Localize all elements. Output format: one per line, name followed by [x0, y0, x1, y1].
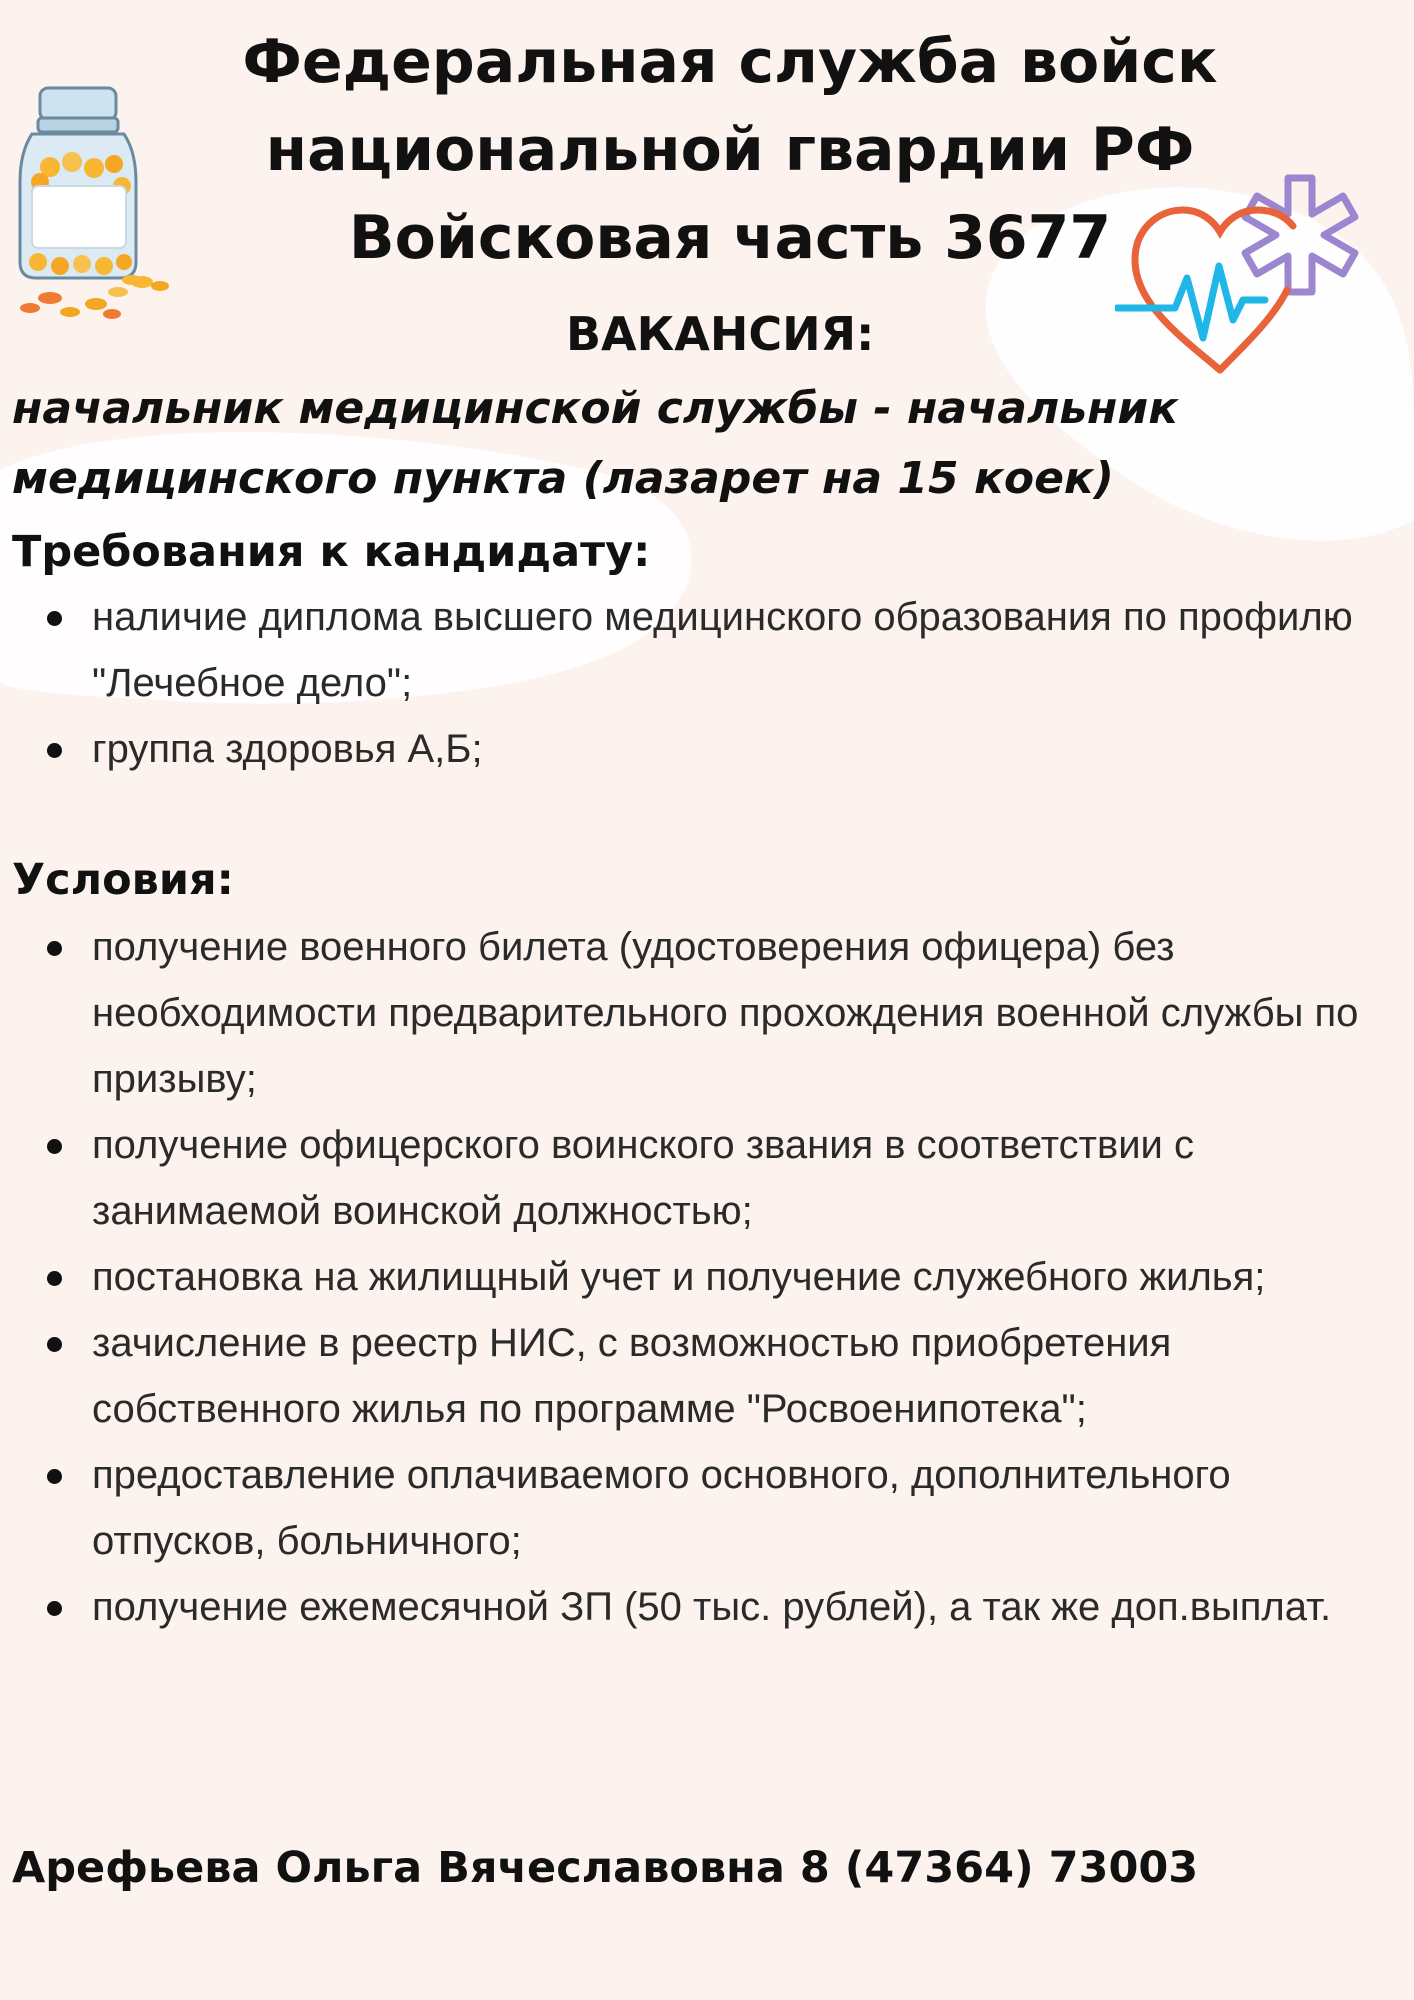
condition-text-2: получение офицерского воинского звания в соответствии с занимаемой воинской должностью; — [92, 1123, 1195, 1233]
bullet-dot — [47, 611, 62, 626]
conditions-list — [0, 914, 1414, 1640]
bullet-dot — [47, 1469, 62, 1484]
requirements-heading: Требования к кандидату: — [12, 527, 651, 577]
list-item — [0, 1244, 1414, 1310]
contact-info: Арефьева Ольга Вячеславовна 8 (47364) 73003 — [12, 1843, 1199, 1893]
requirements-list — [0, 584, 1414, 782]
title-line-2: национальной гвардии РФ — [265, 115, 1195, 185]
bullet-dot — [47, 1139, 62, 1154]
bullet-dot — [47, 1337, 62, 1352]
bullet-dot — [47, 1601, 62, 1616]
requirement-text-2: группа здоровья А,Б; — [92, 727, 483, 771]
list-item — [0, 1310, 1414, 1442]
list-item — [0, 1574, 1414, 1640]
heart-pulse-medical-icon — [1115, 170, 1375, 384]
requirement-text-1: наличие диплома высшего медицинского образования по профилю "Лечебное дело"; — [92, 595, 1353, 705]
list-item — [0, 716, 1414, 782]
vacancy-position — [12, 374, 1392, 514]
condition-text-1: получение военного билета (удостоверения офицера) без необходимости предварительного прохождения военной службы по призыву; — [92, 925, 1359, 1101]
bullet-dot — [47, 743, 62, 758]
list-item — [0, 1442, 1414, 1574]
bullet-dot — [47, 941, 62, 956]
vacancy-position-line-1: начальник медицинской службы - начальник — [12, 383, 1179, 434]
conditions-heading: Условия: — [12, 855, 234, 905]
condition-text-5: предоставление оплачиваемого основного, дополнительного отпусков, больничного; — [92, 1453, 1231, 1563]
bullet-dot — [47, 1271, 62, 1286]
title-line-3: Войсковая часть 3677 — [348, 203, 1112, 273]
vacancy-label: ВАКАНСИЯ: — [566, 307, 875, 361]
list-item — [0, 1112, 1414, 1244]
condition-text-3: постановка на жилищный учет и получение служебного жилья; — [92, 1255, 1266, 1299]
title-line-1: Федеральная служба войск — [242, 27, 1218, 97]
condition-text-4: зачисление в реестр НИС, с возможностью приобретения собственного жилья по программе "Росвоенипотека"; — [92, 1321, 1172, 1431]
list-item — [0, 584, 1414, 716]
condition-text-6: получение ежемесячной ЗП (50 тыс. рублей), а так же доп.выплат. — [92, 1585, 1332, 1629]
pill-bottle-icon — [10, 82, 170, 326]
list-item — [0, 914, 1414, 1112]
vacancy-position-line-2: медицинского пункта (лазарет на 15 коек) — [12, 453, 1114, 504]
